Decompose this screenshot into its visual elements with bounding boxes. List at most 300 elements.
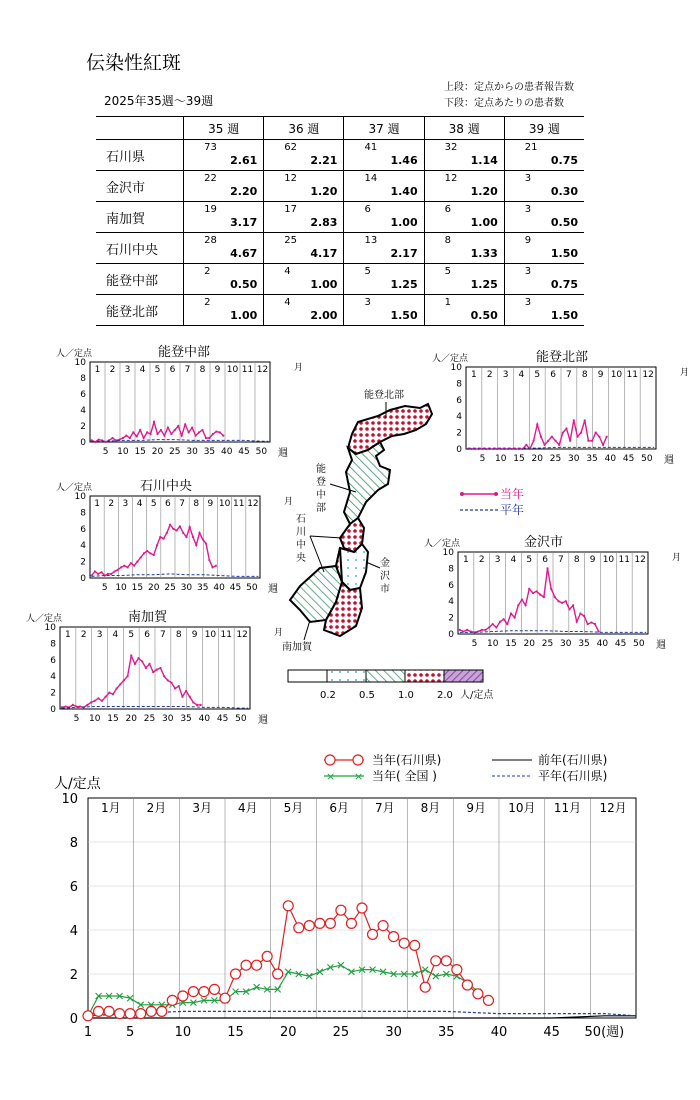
map-label-char: 石 <box>296 514 306 525</box>
x-tick-label: 30 <box>385 1025 402 1040</box>
data-point-circle <box>188 987 198 997</box>
patient-count: 12 <box>444 173 458 184</box>
month-label: 2月 <box>146 801 167 815</box>
week-header: 36 週 <box>264 117 344 140</box>
data-point <box>191 427 193 429</box>
legend-swatch-2 <box>366 670 405 682</box>
data-point-circle <box>399 938 409 948</box>
data-point <box>576 436 578 438</box>
data-point <box>576 621 578 623</box>
data-point <box>562 432 564 434</box>
y-tick-label: 6 <box>448 580 454 591</box>
month-label: 7月 <box>375 801 395 815</box>
month-label: 1 <box>463 555 469 565</box>
table-cell <box>504 202 584 233</box>
month-label: 11 <box>233 499 245 509</box>
data-point <box>528 588 530 590</box>
legend-current-marker <box>494 492 498 496</box>
per-sentinel-value: 1.50 <box>390 309 418 322</box>
data-point <box>205 542 207 544</box>
data-point <box>97 573 99 575</box>
month-label: 9 <box>597 370 604 380</box>
region-name: 石川中央 <box>96 233 184 264</box>
data-point <box>141 660 143 662</box>
y-tick-label: 0 <box>456 445 462 455</box>
month-label: 12 <box>634 555 646 565</box>
data-point <box>543 444 545 446</box>
per-sentinel-value: 0.50 <box>550 216 578 229</box>
data-point <box>178 685 180 687</box>
data-point <box>536 423 538 425</box>
y-tick-label: 2 <box>50 688 56 699</box>
y-tick-label: 6 <box>80 524 86 535</box>
data-point <box>153 421 155 423</box>
x-tick-label: 15 <box>107 714 119 724</box>
legend-current-nat-marker: × <box>326 770 336 783</box>
data-point <box>132 431 134 433</box>
y-tick-label: 10 <box>450 363 462 373</box>
x-tick-label: 20 <box>151 447 164 457</box>
month-label: 2 <box>486 370 493 380</box>
map-label-char: 沢 <box>380 571 390 582</box>
month-label: 1 <box>94 499 100 509</box>
table-cell <box>504 171 584 202</box>
x-tick-label: 5 <box>471 639 478 649</box>
month-label: 8 <box>193 499 200 509</box>
data-point <box>116 687 118 689</box>
data-point <box>569 440 571 442</box>
patient-count: 21 <box>524 142 538 153</box>
table-cell <box>184 140 264 171</box>
month-unit-label: 月 <box>294 363 304 373</box>
data-point <box>122 437 124 439</box>
region-name: 南加賀 <box>96 202 184 233</box>
x-tick-label: 5 <box>479 454 486 464</box>
x-tick-label: 35 <box>203 447 216 457</box>
data-point <box>208 559 210 561</box>
data-point <box>160 429 162 431</box>
data-point <box>134 663 136 665</box>
data-point <box>584 419 586 421</box>
chart-noto-chubu <box>50 340 304 460</box>
data-point-circle <box>410 940 420 950</box>
month-label: 5月 <box>283 801 304 815</box>
data-point <box>166 532 168 534</box>
data-point <box>598 436 600 438</box>
data-point <box>535 590 537 592</box>
data-point-circle <box>241 960 251 970</box>
data-point <box>590 621 592 623</box>
x-tick-label: 50 <box>633 639 645 649</box>
data-point <box>64 705 66 707</box>
per-sentinel-value: 4.17 <box>310 247 338 260</box>
map-density-legend <box>288 670 494 701</box>
per-sentinel-value: 2.83 <box>310 216 338 229</box>
data-point-circle <box>199 987 209 997</box>
y-tick-label: 6 <box>456 395 462 406</box>
data-point <box>181 435 183 437</box>
map-region-noto-hokubu <box>348 404 432 454</box>
table-row <box>96 171 584 202</box>
table-legend-line2: 下段：定点あたりの患者数 <box>444 98 564 109</box>
patient-count: 5 <box>364 266 371 277</box>
chart-title: 能登中部 <box>158 345 211 360</box>
month-label: 3 <box>494 555 501 565</box>
x-tick-label: 45 <box>238 447 250 457</box>
x-tick-label: 20 <box>148 583 160 593</box>
x-tick-label: 5 <box>73 714 80 724</box>
table-cell <box>344 233 424 264</box>
patient-count: 19 <box>204 204 217 215</box>
x-tick-label: 25 <box>332 1025 350 1040</box>
month-label: 5 <box>128 630 135 640</box>
data-point <box>539 594 541 596</box>
legend-swatch-1 <box>327 670 366 682</box>
data-point-circle <box>325 918 335 928</box>
data-point <box>573 419 575 421</box>
small-chart-legend <box>458 486 538 522</box>
table-cell <box>344 140 424 171</box>
patient-count: 1 <box>444 297 451 308</box>
patient-count: 4 <box>284 297 291 308</box>
patient-count: 3 <box>524 297 532 308</box>
month-label: 11 <box>220 630 232 640</box>
table-cell <box>264 233 344 264</box>
data-point <box>194 435 196 437</box>
patient-count: 32 <box>444 142 458 153</box>
data-point <box>587 623 589 625</box>
patient-count: 2 <box>204 266 211 277</box>
chart-ishikawa-chuo <box>50 474 294 598</box>
data-point <box>100 571 102 573</box>
legend-tick: 0.2 <box>320 690 336 701</box>
month-label: 12 <box>256 365 269 375</box>
x-tick-label: 25 <box>541 639 554 649</box>
data-point <box>532 592 534 594</box>
x-tick-label: 30 <box>186 447 198 457</box>
report-period: 2025年35週～39週 <box>104 94 214 108</box>
x-tick-label: 10 <box>117 447 129 457</box>
per-sentinel-value: 1.00 <box>230 309 258 322</box>
data-point <box>94 700 96 702</box>
week-unit-label: 週 <box>664 455 674 466</box>
weekly-report-table <box>96 116 584 326</box>
data-point <box>587 440 589 442</box>
data-point-circle <box>294 923 304 933</box>
data-point <box>205 437 207 439</box>
data-point <box>188 431 190 433</box>
y-tick-label: 8 <box>69 836 78 851</box>
table-cell <box>424 202 504 233</box>
data-point <box>215 431 217 433</box>
y-tick-label: 8 <box>456 379 462 390</box>
legend-normal-label: 平年 <box>500 503 525 517</box>
table-legend <box>444 80 574 112</box>
per-sentinel-value: 1.25 <box>470 278 498 291</box>
data-point-circle <box>273 969 283 979</box>
month-label: 5 <box>154 365 161 375</box>
month-label: 6 <box>542 555 548 565</box>
y-tick-label: 10 <box>44 623 56 633</box>
data-point <box>136 561 138 563</box>
data-point <box>139 429 141 431</box>
patient-count: 3 <box>524 204 532 215</box>
data-point <box>170 682 172 684</box>
x-tick-label: 15 <box>227 1025 244 1040</box>
month-label: 8月 <box>420 801 441 815</box>
patient-count: 3 <box>524 173 532 184</box>
x-tick-label: 40 <box>198 714 211 724</box>
month-label: 10 <box>204 630 217 640</box>
patient-count: 9 <box>524 235 532 246</box>
data-point <box>174 687 176 689</box>
month-label: 10 <box>218 499 231 509</box>
table-cell <box>504 140 584 171</box>
data-point <box>162 538 164 540</box>
data-point <box>130 562 132 564</box>
data-point <box>174 429 176 431</box>
y-tick-label: 4 <box>80 406 86 416</box>
x-tick-label: 20 <box>125 714 137 724</box>
region-name: 能登北部 <box>96 295 184 326</box>
data-point <box>602 444 604 446</box>
data-point <box>517 604 519 606</box>
data-point <box>110 573 112 575</box>
patient-count: 22 <box>204 173 217 184</box>
data-point <box>117 569 119 571</box>
table-row <box>96 202 584 233</box>
legend-current-pref-label: 当年(石川県) <box>372 753 442 767</box>
data-point <box>195 544 197 546</box>
data-point-circle <box>368 929 378 939</box>
month-label: 4 <box>112 630 119 640</box>
data-point <box>163 435 165 437</box>
week-unit-label: 週 <box>258 715 268 726</box>
month-label: 9 <box>207 499 214 509</box>
month-label: 8 <box>199 365 206 375</box>
data-point <box>532 440 534 442</box>
data-point <box>143 437 145 439</box>
legend-prev-pref-label: 前年(石川県) <box>538 753 608 767</box>
data-point <box>130 655 132 657</box>
table-cell <box>344 295 424 326</box>
data-point <box>105 696 107 698</box>
per-sentinel-value: 0.75 <box>550 278 578 291</box>
data-point <box>137 657 139 659</box>
month-label: 1 <box>65 630 71 640</box>
week-unit-label: 週 <box>268 584 278 595</box>
data-point <box>152 671 154 673</box>
month-label: 8 <box>175 630 182 640</box>
per-sentinel-value: 1.25 <box>390 278 418 291</box>
month-unit-label: 月 <box>680 368 690 378</box>
x-tick-label: 45 <box>614 639 627 649</box>
table-cell <box>184 171 264 202</box>
data-point <box>123 679 125 681</box>
data-point-circle <box>357 903 367 913</box>
month-label: 2 <box>478 555 485 565</box>
x-tick-label: 35 <box>438 1025 455 1040</box>
data-point-circle <box>157 1006 167 1016</box>
patient-count: 73 <box>204 142 217 153</box>
data-point <box>211 566 213 568</box>
data-point <box>554 440 556 442</box>
x-tick-label: 20 <box>531 454 543 464</box>
page-title: 伝染性紅斑 <box>86 52 182 74</box>
y-tick-label: 8 <box>80 374 86 384</box>
data-point-circle <box>115 1009 125 1019</box>
per-sentinel-value: 1.33 <box>470 247 498 260</box>
data-point <box>554 596 556 598</box>
map-label-char: 市 <box>380 584 390 595</box>
y-tick-label: 4 <box>50 672 56 683</box>
patient-count: 14 <box>364 173 378 184</box>
month-label: 6 <box>165 499 171 509</box>
data-point <box>123 565 125 567</box>
month-label: 1 <box>94 365 101 375</box>
month-label: 11 <box>618 555 630 565</box>
month-label: 6 <box>144 630 150 640</box>
month-label: 9 <box>191 630 198 640</box>
data-point <box>595 432 597 434</box>
month-label: 4 <box>139 365 146 375</box>
table-cell <box>184 233 264 264</box>
legend-current-nat-label: 当年( 全国 ) <box>372 769 437 783</box>
data-point <box>149 433 151 435</box>
x-tick-label: 5 <box>126 1025 135 1040</box>
data-point <box>201 429 203 431</box>
month-label: 10 <box>602 555 615 565</box>
data-point-circle <box>389 932 399 942</box>
ishikawa-region-map <box>280 372 515 712</box>
patient-count: 62 <box>284 142 298 153</box>
x-tick-label: 25 <box>143 714 156 724</box>
month-label: 12 <box>642 370 654 380</box>
data-point-circle <box>94 1006 104 1016</box>
data-point <box>146 550 148 552</box>
legend-current-marker <box>460 492 464 496</box>
y-tick-label: 4 <box>456 412 462 423</box>
data-point <box>546 567 548 569</box>
legend-current-nat-marker: × <box>354 770 364 783</box>
month-label: 8 <box>581 370 588 380</box>
data-point <box>189 696 191 698</box>
y-tick-label: 4 <box>448 597 454 608</box>
data-point <box>119 683 121 685</box>
data-point <box>159 536 161 538</box>
month-label: 5 <box>150 499 157 509</box>
data-point <box>98 439 100 441</box>
legend-current-label: 当年 <box>500 487 525 501</box>
y-tick-label: 2 <box>456 428 462 439</box>
x-tick-label: 10 <box>486 639 499 649</box>
week-header: 39 週 <box>504 117 584 140</box>
month-unit-label: 月 <box>284 497 294 507</box>
x-tick-label: 10 <box>174 1025 192 1040</box>
data-point <box>125 435 127 437</box>
per-sentinel-value: 2.20 <box>230 185 258 198</box>
y-tick-label: 4 <box>69 924 78 939</box>
y-tick-label: 2 <box>69 968 78 983</box>
per-sentinel-value: 3.17 <box>230 216 258 229</box>
table-cell <box>504 295 584 326</box>
map-label-char: 部 <box>316 503 326 514</box>
data-point <box>104 441 106 443</box>
month-label: 4 <box>518 370 525 380</box>
legend-swatch-0 <box>288 670 327 682</box>
data-point-circle <box>483 995 493 1005</box>
month-label: 6 <box>550 370 556 380</box>
data-point-circle <box>462 980 472 990</box>
data-point <box>156 433 158 435</box>
x-tick-label: 10 <box>494 454 507 464</box>
y-tick-label: 10 <box>61 792 78 807</box>
data-point <box>192 536 194 538</box>
x-tick-label: 20 <box>279 1025 297 1040</box>
per-sentinel-value: 0.50 <box>470 309 498 322</box>
month-label: 4 <box>136 499 143 509</box>
data-point <box>167 427 169 429</box>
per-sentinel-value: 1.00 <box>470 216 498 229</box>
y-tick-label: 10 <box>74 492 86 502</box>
x-tick-label: 25 <box>164 583 176 593</box>
data-point <box>598 630 600 632</box>
patient-count: 3 <box>524 266 532 277</box>
data-point <box>126 675 128 677</box>
y-tick-label: 10 <box>74 358 86 368</box>
x-tick-label: 35 <box>197 583 209 593</box>
month-label: 9月 <box>466 801 486 815</box>
data-point-circle <box>431 956 441 966</box>
x-tick-label: 10 <box>88 714 101 724</box>
month-label: 12月 <box>599 801 627 815</box>
map-leader-kanazawa <box>366 562 380 568</box>
data-point-circle <box>452 965 462 975</box>
per-sentinel-value: 4.67 <box>230 247 258 260</box>
x-tick-label: 50 <box>255 447 268 457</box>
data-point-circle <box>167 995 177 1005</box>
map-label-char: 金 <box>380 558 390 569</box>
month-label: 9 <box>589 555 596 565</box>
month-label: 11 <box>626 370 638 380</box>
data-point <box>111 437 113 439</box>
data-point <box>200 704 202 706</box>
per-sentinel-value: 0.50 <box>230 278 258 291</box>
x-tick-label: 15 <box>131 583 144 593</box>
y-tick-label: 0 <box>80 438 86 448</box>
data-point <box>572 604 574 606</box>
data-point <box>583 615 585 617</box>
month-label: 1月 <box>101 801 121 815</box>
month-label: 8 <box>573 555 580 565</box>
data-point <box>558 444 560 446</box>
x-tick-label: 5 <box>102 447 109 457</box>
x-tick-label: 35 <box>578 639 590 649</box>
month-label: 9 <box>214 365 221 375</box>
y-tick-label: 2 <box>80 557 86 568</box>
chart-title: 金沢市 <box>524 535 564 550</box>
data-point <box>591 440 593 442</box>
table-cell <box>504 233 584 264</box>
patient-count: 2 <box>204 297 211 308</box>
table-row <box>96 233 584 264</box>
data-point <box>156 669 158 671</box>
map-label-ishikawa-chuo <box>296 513 306 564</box>
x-tick-label: 45 <box>622 454 635 464</box>
legend-normal-pref-label: 平年(石川県) <box>538 769 608 783</box>
table-cell <box>344 202 424 233</box>
data-point <box>198 532 200 534</box>
